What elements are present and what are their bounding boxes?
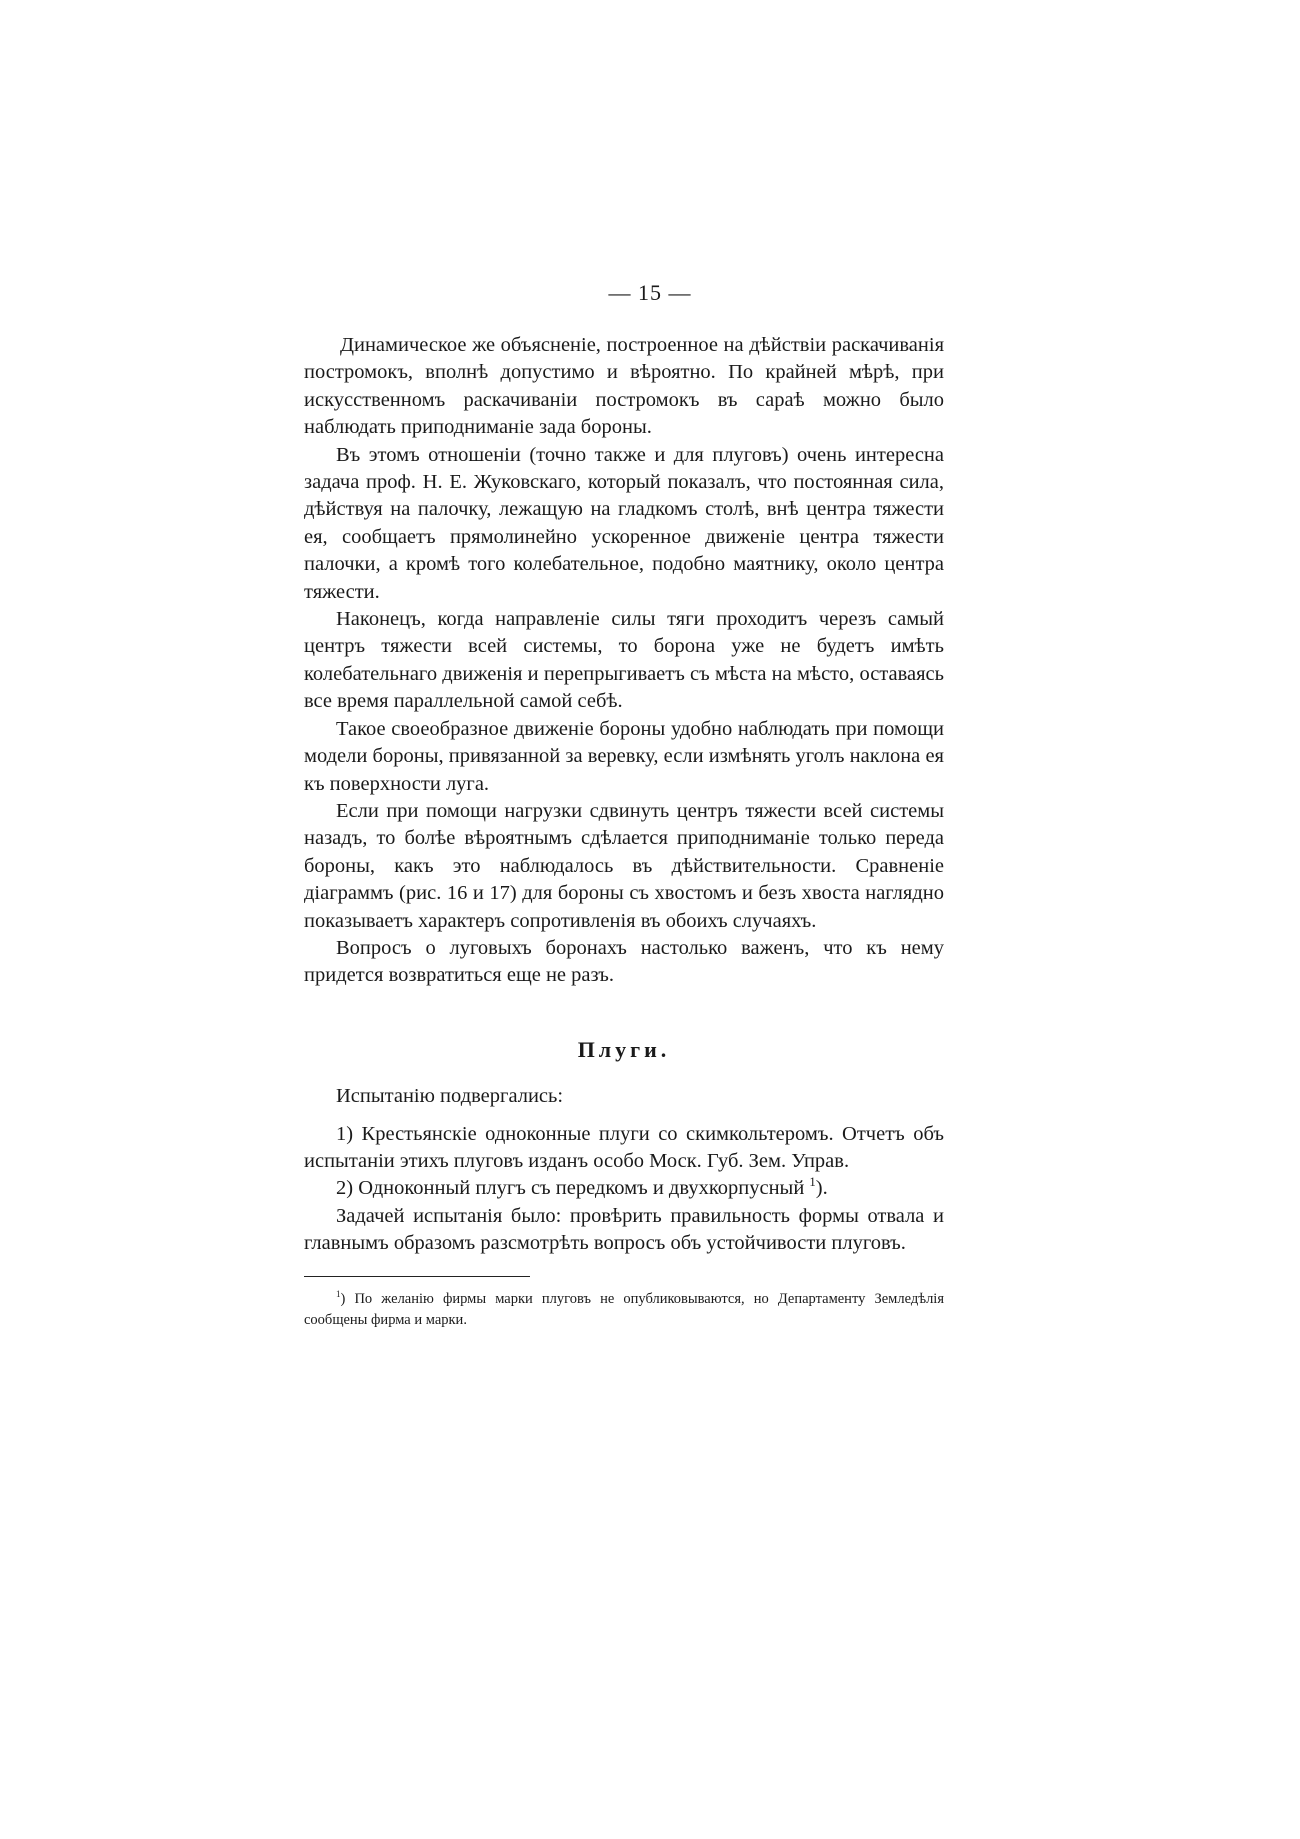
paragraph-3: Наконецъ, когда направленіе силы тяги проходитъ черезъ самый центръ тяжести всей системы, то борона уже не будетъ имѣть колебательнаго движенія и перепрыгиваетъ съ мѣста на мѣсто, оставаясь все время параллельной самой себѣ. — [304, 608, 944, 713]
footnote-mark: 1 — [336, 1288, 341, 1299]
list-item-2-end: ). — [815, 1177, 828, 1200]
footnote-rule — [304, 1276, 530, 1277]
footnote-reference: 1 — [809, 1175, 816, 1190]
body-text — [304, 332, 944, 1331]
footnote-mark-close: ) — [340, 1290, 346, 1307]
list-item-2-text: 2) Одноконный плугъ съ передкомъ и двухкорпусный — [336, 1177, 805, 1200]
list-item-2 — [304, 1175, 944, 1202]
paragraph-2: Въ этомъ отношеніи (точно также и для плуговъ) очень интересна задача проф. Н. Е. Жуковскаго, который показалъ, что постоянная сила, дѣйствуя на палочку, лежащую на гладкомъ столѣ, внѣ центра тяжести ея, сообщаетъ прямолинейно ускоренное движеніе центра тяжести палочки, а кромѣ того колебательное, подобно маятнику, около центра тяжести. — [304, 443, 944, 603]
section-intro: Испытанію подвергались: — [336, 1085, 564, 1108]
footnote — [304, 1289, 944, 1331]
paragraph-1: Динамическое же объясненіе, построенное на дѣйствіи раскачиванія постромокъ, вполнѣ допустимо и вѣроятно. По крайней мѣрѣ, при искусственномъ раскачиваніи постромокъ въ сараѣ можно было наблюдать приподниманіе зада бороны. — [304, 334, 944, 439]
section-heading: Плуги. — [577, 1036, 671, 1062]
footnote-text: По желанію фирмы марки плуговъ не опубликовываются, но Департаменту Земледѣлія сообщены фирма и марки. — [304, 1290, 944, 1328]
paragraph-6: Вопросъ о луговыхъ боронахъ настолько важенъ, что къ нему придется возвратиться еще не разъ. — [304, 936, 944, 987]
task-paragraph: Задачей испытанія было: провѣрить правильность формы отвала и главнымъ образомъ разсмотрѣть вопросъ объ устойчивости плуговъ. — [304, 1204, 944, 1255]
list-item-1: 1) Крестьянскіе одноконные плуги со скимкольтеромъ. Отчетъ объ испытаніи этихъ плуговъ изданъ особо Моск. Губ. Зем. Управ. — [304, 1122, 944, 1172]
page-number: — 15 — — [608, 280, 692, 305]
paragraph-5: Если при помощи нагрузки сдвинуть центръ тяжести всей системы назадъ, то болѣе вѣроятнымъ сдѣлается приподниманіе только переда бороны, какъ это наблюдалось въ дѣйствительности. Сравненіе діаграммъ (рис. 16 и 17) для бороны съ хвостомъ и безъ хвоста наглядно показываетъ характеръ сопротивленія въ обоихъ случаяхъ. — [304, 799, 944, 932]
paragraph-4: Такое своеобразное движеніе бороны удобно наблюдать при помощи модели бороны, привязанной за веревку, если измѣнять уголъ наклона ея къ поверхности луга. — [304, 717, 944, 795]
